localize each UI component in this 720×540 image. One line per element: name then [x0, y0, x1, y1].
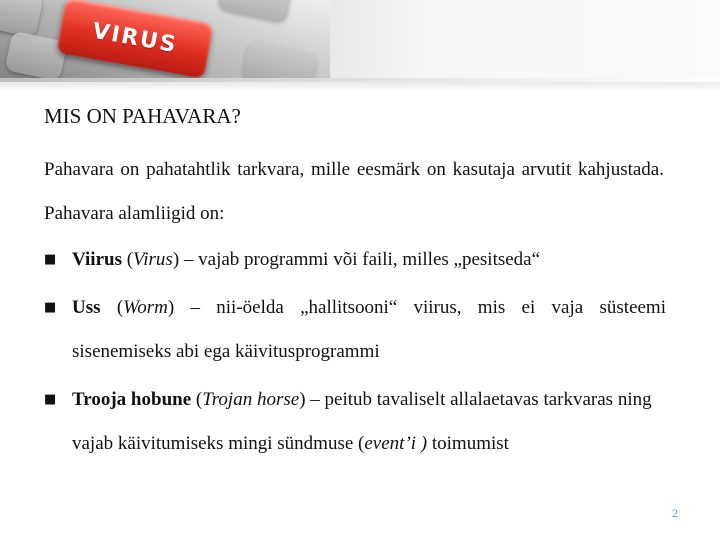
intro-paragraph: Pahavara on pahatahtlik tarkvara, mille eesmärk on kasutaja arvutit kahjustada. Pahavara alamliigid on:	[44, 159, 664, 224]
bullet-term: Viirus	[72, 249, 122, 270]
paren-close: )	[299, 389, 306, 410]
bullet-item-virus	[44, 238, 666, 282]
bullet-item-worm	[44, 286, 666, 374]
bullet-term-english: Trojan horse	[202, 389, 300, 410]
bullet-item-trojan	[44, 378, 666, 466]
bullet-description-end: toimumist	[427, 433, 509, 454]
keyboard-background	[0, 0, 330, 78]
bullet-description: – vajab programmi või faili, milles „pesitseda“	[179, 249, 541, 270]
paren-open: (	[191, 389, 203, 410]
paren-open: (	[100, 297, 124, 318]
paren-close: )	[172, 249, 180, 270]
slide-title: MIS ON PAHAVARA?	[44, 104, 241, 128]
keyboard-key	[242, 39, 319, 78]
square-bullet-icon: ■	[44, 300, 57, 315]
bullet-term: Trooja hobune	[72, 389, 192, 410]
page-number: 2	[672, 506, 678, 520]
virus-key-image	[56, 0, 213, 78]
paren-open: (	[121, 249, 134, 270]
bullet-description: – peitub tavaliselt allalaetavas tarkvaras ning vajab käivitumiseks mingi sündmuse (	[72, 389, 652, 454]
paren-close: )	[167, 297, 175, 318]
square-bullet-icon: ■	[44, 252, 57, 267]
bullet-term: Uss	[72, 297, 101, 318]
banner-fade	[0, 82, 720, 92]
bullet-term-english: Worm	[123, 297, 168, 318]
bullet-body	[72, 238, 666, 282]
bullet-body	[72, 286, 666, 374]
square-bullet-icon: ■	[44, 392, 57, 407]
keyboard-key	[217, 0, 293, 23]
bullet-description: – nii-öelda „hallitsooni“ viirus, mis ei vaja süsteemi sisenemiseks abi ega käivitusprogrammi	[72, 297, 666, 362]
bullet-term-english: Virus	[133, 249, 173, 270]
bullet-body	[72, 378, 666, 466]
bullet-description-emphasis: event’i )	[364, 433, 428, 454]
header-banner	[0, 0, 720, 78]
virus-key-label: VIRUS	[90, 18, 180, 58]
